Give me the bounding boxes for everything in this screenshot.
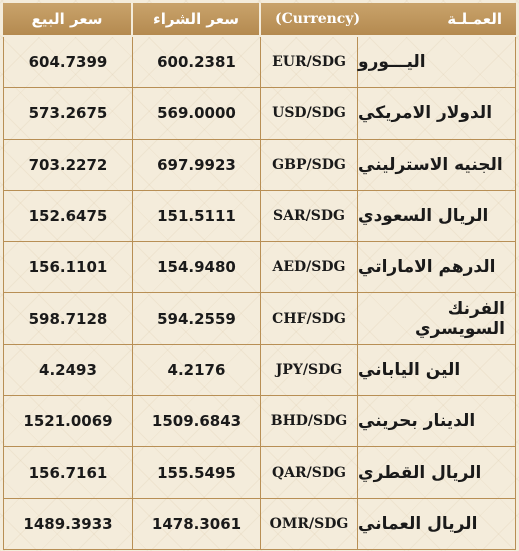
currency-name-cell: الفرنك السويسري [358,293,516,344]
buy-price-cell: 1509.6843 [133,396,261,447]
sell-price-cell: 4.2493 [3,345,133,396]
buy-price-cell: 154.9480 [133,242,261,293]
currency-name-cell: الدينار بحريني [358,396,516,447]
currency-code-cell: AED/SDG [261,242,358,293]
currency-code-cell: CHF/SDG [261,293,358,344]
currency-code-cell: QAR/SDG [261,447,358,498]
sell-price-cell: 1489.3933 [3,499,133,550]
currency-name-cell: الجنيه الاسترليني [358,140,516,191]
buy-price-cell: 697.9923 [133,140,261,191]
currency-code-cell: EUR/SDG [261,37,358,88]
header-currency [261,3,516,37]
buy-price-cell: 594.2559 [133,293,261,344]
currency-code-cell: GBP/SDG [261,140,358,191]
buy-price-cell: 600.2381 [133,37,261,88]
sell-price-cell: 703.2272 [3,140,133,191]
currency-code-cell: JPY/SDG [261,345,358,396]
header-sell-price: سعر البيع [3,3,133,37]
exchange-rates-table [3,3,516,550]
buy-price-cell: 151.5111 [133,191,261,242]
buy-price-cell: 1478.3061 [133,499,261,550]
sell-price-cell: 573.2675 [3,88,133,139]
currency-name-cell: الريال العماني [358,499,516,550]
currency-code-cell: SAR/SDG [261,191,358,242]
currency-code-cell: USD/SDG [261,88,358,139]
sell-price-cell: 152.6475 [3,191,133,242]
sell-price-cell: 604.7399 [3,37,133,88]
sell-price-cell: 1521.0069 [3,396,133,447]
header-buy-price: سعر الشراء [133,3,261,37]
buy-price-cell: 155.5495 [133,447,261,498]
header-currency-ar: العمـلـة [447,10,502,28]
currency-name-cell: الين الياباني [358,345,516,396]
currency-name-cell: الريال القطري [358,447,516,498]
currency-code-cell: BHD/SDG [261,396,358,447]
currency-code-cell: OMR/SDG [261,499,358,550]
currency-name-cell: اليـــورو [358,37,516,88]
currency-name-cell: الريال السعودي [358,191,516,242]
sell-price-cell: 598.7128 [3,293,133,344]
header-currency-en: (Currency) [275,11,361,27]
currency-name-cell: الدرهم الاماراتي [358,242,516,293]
sell-price-cell: 156.1101 [3,242,133,293]
sell-price-cell: 156.7161 [3,447,133,498]
buy-price-cell: 4.2176 [133,345,261,396]
buy-price-cell: 569.0000 [133,88,261,139]
currency-name-cell: الدولار الامريكي [358,88,516,139]
